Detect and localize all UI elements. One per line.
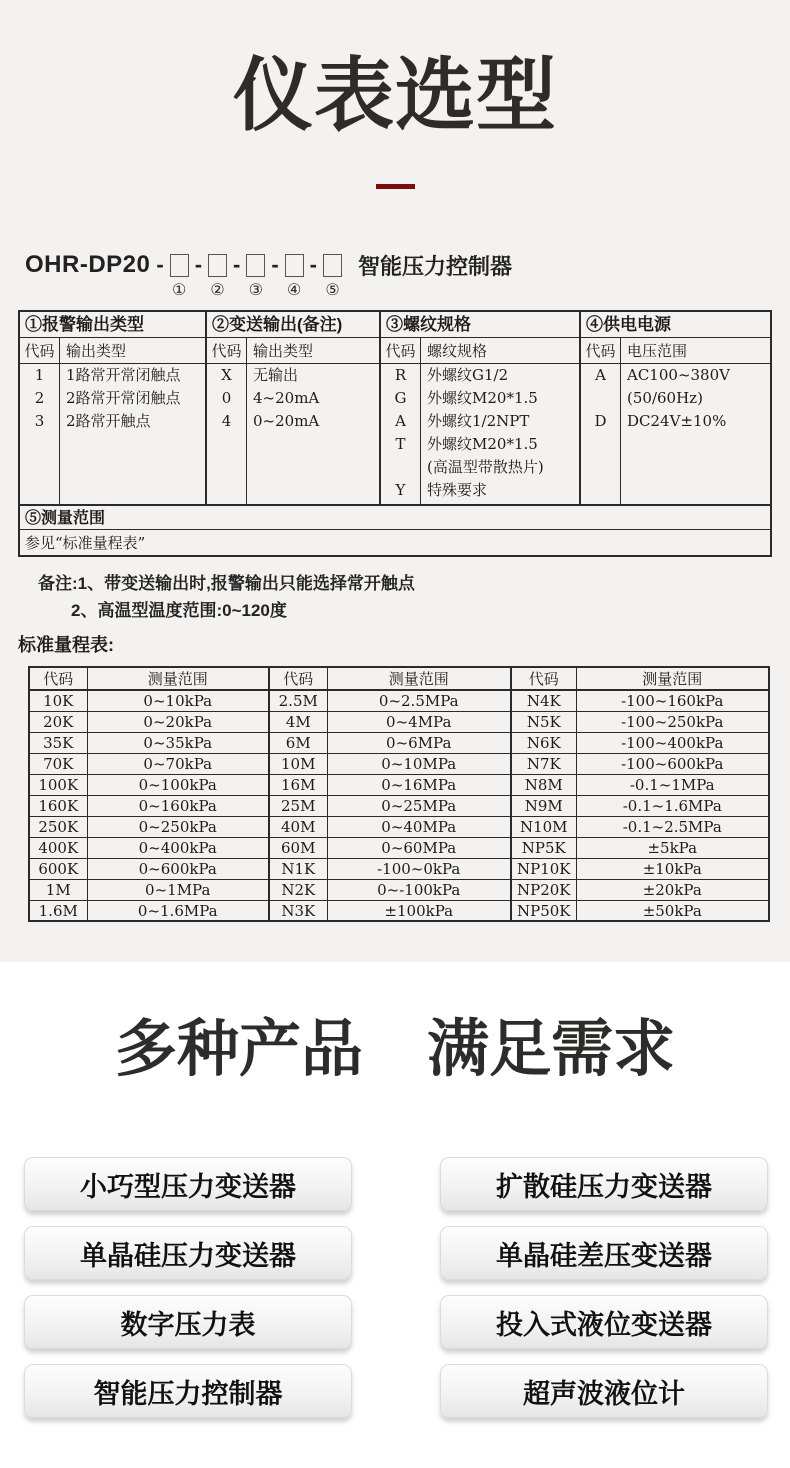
model-suffix: 智能压力控制器 [358,253,513,279]
position-number-4: ④ [287,281,302,299]
code-cell: A [395,412,406,430]
code-cell [381,456,420,479]
range-code-cell: 4M [269,711,327,732]
range-table-row [29,774,769,795]
range-code-cell: 60M [269,837,327,858]
value-cell: 1路常开常闭触点 [66,366,181,384]
range-table-row [29,900,769,921]
range-code-cell: 70K [29,753,87,774]
range-value-cell: -0.1~1.6MPa [576,795,769,816]
model-code-box-3 [246,254,265,299]
code-column [581,338,621,504]
model-dash: - [233,252,241,277]
range-value-cell: 0~4MPa [327,711,511,732]
product-button-7[interactable]: 智能压力控制器 [24,1364,352,1418]
range-code-header: 代码 [269,667,327,690]
range-value-cell: ±10kPa [576,858,769,879]
selection-group-1 [20,312,207,504]
value-column [247,338,379,504]
range-value-cell: 0~400kPa [87,837,269,858]
range-value-cell: 0~6MPa [327,732,511,753]
selection-group-3 [381,312,581,504]
selection-group-2 [207,312,381,504]
code-column-header: 代码 [581,338,620,364]
product-button-3[interactable]: 单晶硅压力变送器 [24,1226,352,1280]
range-code-cell: N3K [269,900,327,921]
range-value-cell: 0~160kPa [87,795,269,816]
model-code-box-2 [208,254,227,299]
value-cell: (50/60Hz) [627,389,703,407]
range-table-row [29,816,769,837]
range-value-cell: 0~-100kPa [327,879,511,900]
range-code-cell: 1.6M [29,900,87,921]
range-value-cell: 0~25MPa [327,795,511,816]
range-code-cell: NP5K [511,837,576,858]
value-column-header: 电压范围 [621,338,770,364]
range-value-cell: 0~1.6MPa [87,900,269,921]
range-value-cell: 0~60MPa [327,837,511,858]
range-range-header: 测量范围 [576,667,769,690]
range-code-cell: N4K [511,690,576,711]
product-button-4[interactable]: 单晶硅差压变送器 [440,1226,768,1280]
range-code-cell: 20K [29,711,87,732]
range-value-cell: -100~160kPa [576,690,769,711]
range-code-cell: 400K [29,837,87,858]
selection-group-body [207,338,379,504]
position-number-3: ③ [248,281,264,299]
selection-group-title: ③螺纹规格 [381,312,579,338]
code-cell [581,387,620,410]
selection-group-body [581,338,770,504]
range-value-cell: ±5kPa [576,837,769,858]
products-heading-left: 多种产品 [114,1015,363,1084]
column-spacer [581,433,620,504]
range-table-row [29,690,769,711]
column-spacer [381,502,420,504]
code-cell: T [395,435,406,453]
model-prefix: OHR-DP20 [25,251,151,278]
code-column-header: 代码 [20,338,59,364]
range-code-cell: 35K [29,732,87,753]
range-code-cell: 10M [269,753,327,774]
selection-table-columns [20,312,770,504]
range-code-cell: 600K [29,858,87,879]
range-value-cell: 0~2.5MPa [327,690,511,711]
value-column [621,338,770,504]
value-cell: 2路常开常闭触点 [66,389,181,407]
code-cell: 2 [34,389,45,407]
code-cell: 0 [221,389,232,407]
selection-group-body [20,338,205,504]
range-code-cell: N9M [511,795,576,816]
range-table-row [29,732,769,753]
value-cell: 特殊要求 [427,481,488,499]
range-section-note: 参见“标准量程表” [20,529,770,555]
range-code-cell: NP10K [511,858,576,879]
selection-group-title: ④供电电源 [581,312,770,338]
selection-group-body [381,338,579,504]
range-table-row [29,795,769,816]
product-button-5[interactable]: 数字压力表 [24,1295,352,1349]
code-column [381,338,421,504]
range-value-cell: 0~10kPa [87,690,269,711]
model-code-box-4 [285,254,304,299]
range-table-label: 标准量程表: [18,635,114,656]
code-box-outline [208,254,227,277]
range-value-cell: ±100kPa [327,900,511,921]
range-code-cell: 1M [29,879,87,900]
range-value-cell: 0~16MPa [327,774,511,795]
selection-group-title: ②变送输出(备注) [207,312,379,338]
range-table-header-row [29,667,769,690]
range-table-row [29,753,769,774]
code-cell: 1 [34,366,45,384]
range-value-cell: 0~70kPa [87,753,269,774]
model-code-box-5 [323,254,342,299]
code-cell: Y [395,481,406,499]
range-code-cell: 160K [29,795,87,816]
code-column-header: 代码 [207,338,246,364]
product-button-2[interactable]: 扩散硅压力变送器 [440,1157,768,1211]
range-value-cell: -100~400kPa [576,732,769,753]
value-column [60,338,205,504]
code-cell: A [595,366,606,384]
value-cell: (高温型带散热片) [427,458,544,476]
range-value-cell: 0~1MPa [87,879,269,900]
position-number-1: ① [172,281,187,299]
model-dash: - [194,252,203,277]
column-spacer [20,433,59,504]
selection-group-title: ①报警输出类型 [20,312,205,338]
range-code-cell: 6M [269,732,327,753]
range-range-header: 测量范围 [87,667,269,690]
range-code-cell: NP50K [511,900,576,921]
value-cell: 外螺纹G1/2 [427,366,509,384]
model-code-line [25,250,790,299]
product-button-6[interactable]: 投入式液位变送器 [440,1295,768,1349]
product-button-grid [24,1157,768,1418]
code-column [207,338,247,504]
range-code-header: 代码 [29,667,87,690]
range-code-header: 代码 [511,667,576,690]
model-code-box-1 [170,254,189,299]
products-heading-right: 满足需求 [427,1015,676,1084]
value-cell: AC100~380V [627,366,730,384]
range-value-cell: 0~40MPa [327,816,511,837]
code-cell: 4 [221,412,232,430]
range-code-cell: N2K [269,879,327,900]
code-cell: G [394,389,407,407]
range-value-cell: -100~600kPa [576,753,769,774]
range-value-cell: 0~35kPa [87,732,269,753]
code-column-header: 代码 [381,338,420,364]
product-button-1[interactable]: 小巧型压力变送器 [24,1157,352,1211]
model-code-slots [150,252,342,299]
range-code-cell: 16M [269,774,327,795]
range-value-cell: 0~600kPa [87,858,269,879]
range-value-cell: 0~10MPa [327,753,511,774]
range-value-cell: 0~20kPa [87,711,269,732]
range-code-cell: 250K [29,816,87,837]
notes [38,570,790,624]
range-code-cell: 25M [269,795,327,816]
code-box-outline [285,254,304,277]
range-code-cell: 10K [29,690,87,711]
red-divider [376,184,415,189]
selection-table [18,310,772,557]
value-column-header: 输出类型 [247,338,379,364]
page-title: 仪表选型 [233,51,557,140]
range-section-header: ⑤测量范围 [20,504,770,529]
code-box-outline [323,254,342,277]
product-button-8[interactable]: 超声波液位计 [440,1364,768,1418]
model-dash: - [271,252,279,277]
range-value-cell: ±20kPa [576,879,769,900]
code-cell: 3 [34,412,45,430]
code-box-outline [246,254,265,277]
value-cell: 2路常开触点 [66,412,151,430]
range-code-cell: 40M [269,816,327,837]
range-value-cell: -0.1~2.5MPa [576,816,769,837]
range-code-cell: N5K [511,711,576,732]
position-number-2: ② [210,281,225,299]
value-cell: 0~20mA [253,412,320,430]
range-code-cell: N6K [511,732,576,753]
range-table-row [29,837,769,858]
range-value-cell: 0~250kPa [87,816,269,837]
range-code-cell: 100K [29,774,87,795]
products-section [0,962,790,1418]
standard-range-table [28,666,770,922]
value-cell: 外螺纹M20*1.5 [427,389,538,407]
range-code-cell: N1K [269,858,327,879]
range-code-cell: N10M [511,816,576,837]
range-range-header: 测量范围 [327,667,511,690]
selection-group-4 [581,312,770,504]
range-value-cell: -100~250kPa [576,711,769,732]
value-cell: 无输出 [253,366,299,384]
range-code-cell: N7K [511,753,576,774]
code-cell: X [221,366,232,384]
range-value-cell: ±50kPa [576,900,769,921]
code-cell: D [594,412,607,430]
range-code-cell: N8M [511,774,576,795]
range-table-row [29,858,769,879]
code-box-outline [170,254,189,277]
range-value-cell: -0.1~1MPa [576,774,769,795]
code-column [20,338,60,504]
value-column [421,338,579,504]
value-cell: DC24V±10% [627,412,727,430]
range-value-cell: 0~100kPa [87,774,269,795]
products-heading [0,962,790,1084]
column-spacer [207,433,246,504]
model-dash: - [156,252,164,277]
value-column-header: 输出类型 [60,338,205,364]
range-code-cell: 2.5M [269,690,327,711]
value-cell: 外螺纹1/2NPT [427,412,530,430]
range-table-row [29,879,769,900]
code-cell: R [394,366,407,384]
note-line-1: 备注:1、带变送输出时,报警输出只能选择常开触点 [38,574,415,593]
model-dash: - [309,252,317,277]
note-line-2: 2、高温型温度范围:0~120度 [71,601,287,621]
range-code-cell: NP20K [511,879,576,900]
position-number-5: ⑤ [325,281,340,299]
range-value-cell: -100~0kPa [327,858,511,879]
value-cell: 4~20mA [253,389,320,407]
value-column-header: 螺纹规格 [421,338,579,364]
range-table-row [29,711,769,732]
value-cell: 外螺纹M20*1.5 [427,435,538,453]
